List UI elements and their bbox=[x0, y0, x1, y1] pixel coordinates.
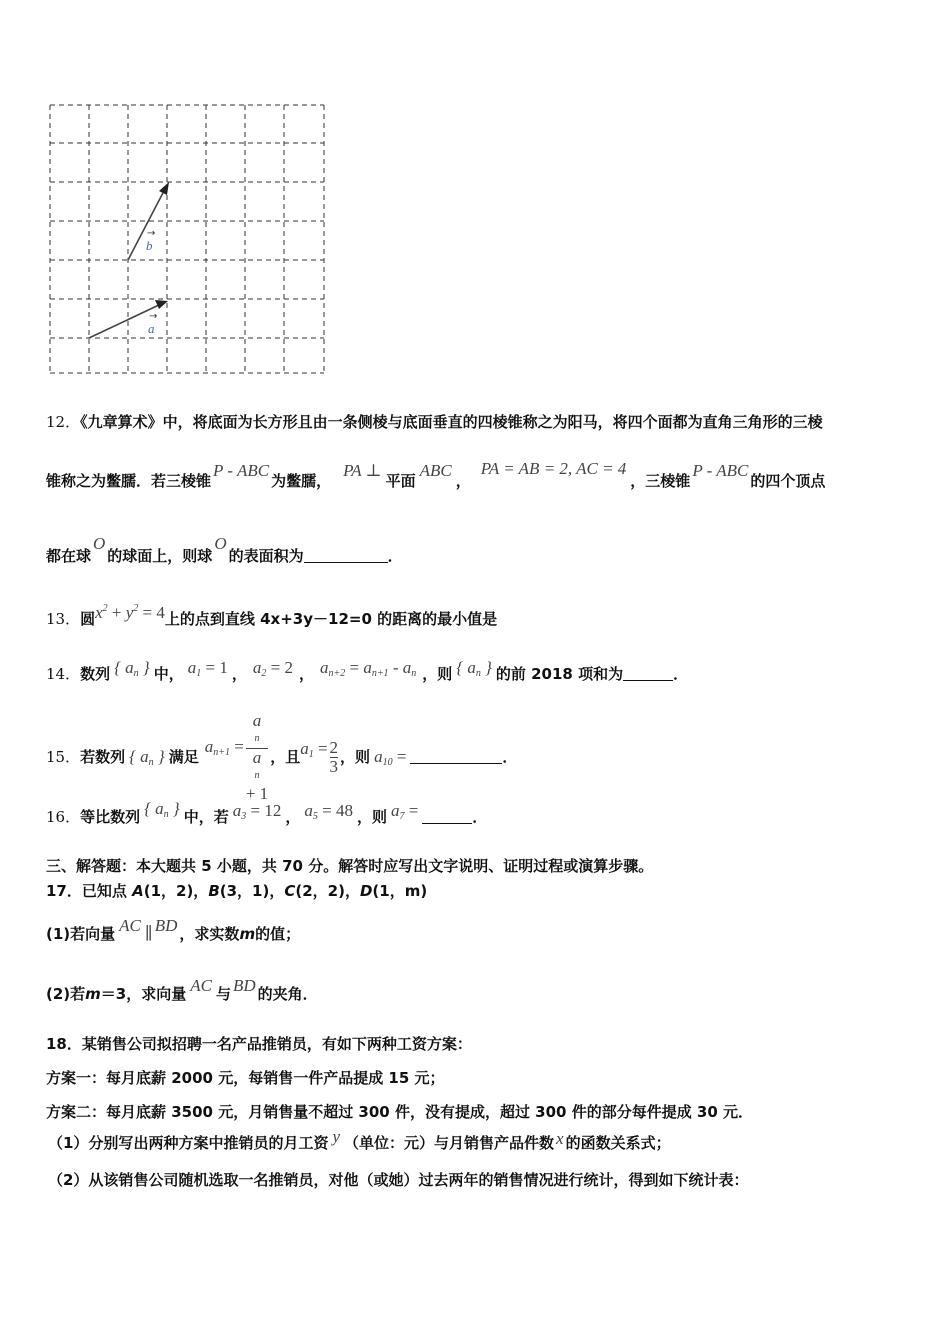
q14-a1: $a_1 = 1$ bbox=[187, 658, 228, 679]
q12-text-2b: 为鳖臑， bbox=[271, 472, 332, 490]
q18-plan-2: 方案二：每月底薪 3500 元，月销售量不超过 300 件，没有提成，超过 300 件的部分每件提成 30 元． bbox=[46, 1103, 754, 1121]
q15-period: ． bbox=[502, 748, 518, 766]
q17-parallel: ∥ bbox=[144, 924, 153, 943]
vector-grid-figure bbox=[48, 103, 330, 377]
q14-sep-2: ， bbox=[298, 665, 314, 683]
section-3-heading: 三、解答题：本大题共 5 小题，共 70 分。解答时应写出文字说明、证明过程或演算步骤。 bbox=[46, 857, 654, 875]
q12-abc: ABC bbox=[419, 461, 452, 480]
q15-text-2: 满足 bbox=[168, 748, 199, 766]
q13-text-1: 圆 bbox=[80, 610, 96, 628]
q12-text-3a: 都在球 bbox=[46, 547, 92, 565]
q12-text-3b: 的球面上，则球 bbox=[107, 547, 213, 565]
q18-plan-1: 方案一：每月底薪 2000 元，每销售一件产品提成 15 元； bbox=[46, 1069, 445, 1087]
q17-heading: 17．已知点 A(1，2)，B(3，1)，C(2，2)，D(1，m) bbox=[46, 882, 428, 900]
q14-sep-1: ， bbox=[231, 665, 247, 683]
q14-a2: $a_2 = 2$ bbox=[252, 658, 293, 679]
q18-var-y: y bbox=[332, 1127, 340, 1146]
q14-sequence-2: { $a_n$ } bbox=[456, 658, 492, 679]
q13-circle-equation: $x^2 + y^2 = 4$ bbox=[95, 603, 165, 622]
vector-b-label: b bbox=[146, 238, 153, 253]
q13-number: 13． bbox=[46, 610, 81, 628]
q15-a1: $a_1$ = bbox=[300, 739, 328, 760]
q12-text-2d: ，三棱锥 bbox=[630, 472, 691, 490]
q18-part1: （1）分别写出两种方案中推销员的月工资 y （单位：元）与月销售产品件数 x 的函数关系式； bbox=[48, 1127, 671, 1152]
q14-period: ． bbox=[673, 665, 689, 683]
q16-a5: $a_5 = 48$ bbox=[304, 801, 353, 822]
q15-text-3: ，且 bbox=[270, 748, 301, 766]
q16-text-2: 中，若 bbox=[183, 808, 229, 826]
q16-text-1: 等比数列 bbox=[80, 808, 141, 826]
q15-recurrence-lhs: $a_{n+1}$ = bbox=[204, 737, 244, 758]
q15-line bbox=[46, 712, 517, 803]
q12-period: ． bbox=[387, 547, 403, 565]
q12-line1 bbox=[46, 411, 823, 432]
q16-number: 16． bbox=[46, 808, 81, 826]
q12-pabc-2: P - ABC bbox=[692, 461, 749, 480]
q16-text-3: ，则 bbox=[356, 808, 387, 826]
q12-text-2a: 锥称之为鳖臑．若三棱锥 bbox=[46, 472, 212, 490]
q13-line bbox=[46, 600, 497, 634]
q14-line bbox=[46, 656, 688, 698]
vector-a-label: a bbox=[148, 321, 155, 336]
q12-sphere-o: O bbox=[93, 534, 106, 553]
vector-a-arrow: → bbox=[149, 311, 158, 322]
q18-heading: 18．某销售公司拟招聘一名产品推销员，有如下两种工资方案： bbox=[46, 1035, 472, 1053]
q17-vector-ac-2: AC bbox=[190, 976, 212, 995]
q13-text-2: 上的点到直线 4x+3y－12=0 的距离的最小值是 bbox=[164, 610, 498, 628]
q15-recurrence-fraction: a n a n + 1 bbox=[245, 711, 269, 803]
q17-part1: (1)若向量 AC ∥ BD ，求实数m的值； bbox=[46, 916, 301, 943]
q16-period: ． bbox=[472, 808, 488, 826]
q17-part2: (2)若m＝3，求向量 AC 与 BD 的夹角． bbox=[46, 976, 318, 1003]
q14-sequence: { $a_n$ } bbox=[114, 658, 150, 679]
q12-comma: ， bbox=[455, 472, 471, 490]
q15-text-4: ，则 bbox=[340, 748, 371, 766]
q12-pabc: P - ABC bbox=[213, 461, 270, 480]
q14-text-2: 中， bbox=[153, 665, 184, 683]
q15-number: 15． bbox=[46, 748, 81, 766]
q14-answer-blank[interactable] bbox=[623, 666, 673, 681]
q12-text-2e: 的四个顶点 bbox=[750, 472, 826, 490]
q12-line3 bbox=[46, 534, 403, 578]
q15-a10: $a_{10}$ = bbox=[374, 747, 407, 768]
q12-text-1: 《九章算术》中，将底面为长方形且由一条侧棱与底面垂直的四棱锥称之为阳马，将四个面都为直角三角形的三棱 bbox=[80, 413, 823, 431]
q16-sep: ， bbox=[285, 808, 301, 826]
q15-answer-blank[interactable] bbox=[410, 749, 502, 764]
q12-pa-perp: PA ⊥ bbox=[343, 461, 382, 480]
q16-sequence: { $a_n$ } bbox=[144, 799, 180, 820]
q16-a7: $a_7$ = bbox=[390, 801, 419, 822]
q12-text-2c: 平面 bbox=[385, 472, 416, 490]
q14-text-3: ，则 bbox=[422, 665, 453, 683]
q12-answer-blank[interactable] bbox=[304, 548, 388, 563]
q14-recurrence: $a_{n+2} = a_{n+1} - a_n$ bbox=[319, 658, 417, 679]
q16-line bbox=[46, 798, 487, 842]
q14-text-4: 的前 2018 项和为 bbox=[495, 665, 624, 683]
q18-var-x: x bbox=[556, 1129, 564, 1148]
dashed-grid bbox=[50, 105, 324, 373]
q15-a1-fraction: $\frac{2}{3}$ bbox=[329, 738, 339, 776]
q12-sphere-o-2: O bbox=[214, 534, 227, 553]
q14-text-1: 数列 bbox=[80, 665, 111, 683]
q16-a3: $a_3 = 12$ bbox=[232, 801, 282, 822]
q17-vector-bd-2: BD bbox=[233, 976, 256, 995]
q12-condition: PA = AB = 2, AC = 4 bbox=[480, 459, 627, 478]
q18-part2: （2）从该销售公司随机选取一名推销员，对他（或她）过去两年的销售情况进行统计，得到如下统计表： bbox=[48, 1171, 749, 1189]
q15-sequence: { $a_n$ } bbox=[129, 747, 165, 768]
q17-vector-ac: AC bbox=[119, 916, 141, 935]
q17-vector-bd: BD bbox=[154, 916, 178, 935]
vector-b-arrow: → bbox=[147, 228, 156, 239]
q12-text-3c: 的表面积为 bbox=[228, 547, 304, 565]
q16-answer-blank[interactable] bbox=[422, 809, 472, 824]
q14-number: 14． bbox=[46, 665, 81, 683]
q12-line2 bbox=[46, 459, 825, 503]
q12-number: 12． bbox=[46, 413, 81, 431]
q15-text-1: 若数列 bbox=[80, 748, 126, 766]
